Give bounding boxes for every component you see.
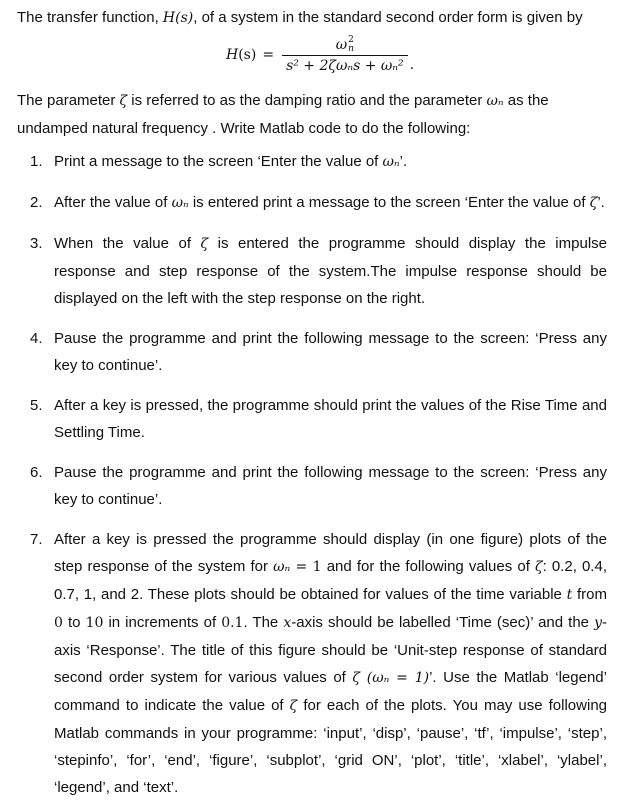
step-2-omega-n: ωₙ [171, 195, 189, 211]
params-omega-n: ωₙ [486, 93, 504, 109]
numerator-sup: 2 [348, 34, 354, 45]
intro-paragraph [17, 8, 617, 28]
list-item [17, 230, 607, 312]
list-item-number: 6. [30, 464, 43, 481]
equation-terminator: . [409, 57, 415, 73]
equation-numerator [332, 36, 358, 55]
list-item [17, 392, 607, 446]
list-item-number: 7. [30, 531, 43, 548]
step-7-x: x [283, 615, 292, 631]
equation-lhs [226, 47, 256, 63]
step-7-ten: 10 [85, 615, 104, 631]
step-1-text-a: Print a message to the screen ‘Enter the value of [54, 153, 383, 170]
step-7-zero: 0 [54, 615, 63, 631]
step-7-text-h: -axis should be labelled ‘Time (sec)’ and the [291, 614, 595, 631]
list-item-number: 1. [30, 153, 43, 170]
equation-lhs-arg: (s) [238, 47, 257, 63]
step-7-increment: 0.1 [221, 615, 244, 631]
step-7-legend-zeta: ζ [289, 698, 298, 714]
list-item [17, 459, 607, 513]
step-7-t: t [566, 587, 573, 603]
step-7-text-b: and for the following values of [321, 558, 535, 575]
list-item [17, 526, 607, 801]
transfer-function-equation [226, 33, 414, 77]
intro-h-of-s: H(s) [162, 10, 194, 26]
step-2-text-a: After the value of [54, 194, 172, 211]
params-zeta: ζ [119, 93, 128, 109]
step-1-omega-n: ωₙ [382, 154, 400, 170]
numerator-sub: n [348, 43, 354, 54]
step-7-zeta: ζ [534, 559, 543, 575]
intro-text-after: , of a system in the standard second order form is given by [193, 9, 583, 26]
intro-text-before: The transfer function, [17, 9, 163, 26]
step-2-text-b: is entered print a message to the screen ‘Enter the value of [188, 194, 590, 211]
step-7-omega-n: ωₙ [273, 559, 291, 575]
step-7-text-k: for each of the plots. You may use following Matlab commands in your programme: ‘input’, ‘disp’, ‘pause’, ‘tf’, ‘impulse’, ‘step’, ‘stepinfo’, ‘for’, ‘end’, ‘figure’, ‘subplot’, ‘grid ON’, ‘plot’, ‘title’, ‘xlabel’, ‘ylabel’, ‘legend’, and ‘text’. [54, 697, 608, 796]
step-1-text-b: ’. [399, 153, 408, 170]
params-text-1: The parameter [17, 92, 120, 109]
numerator-omega: ω [335, 36, 348, 53]
step-3-zeta: ζ [200, 236, 209, 252]
equation-equals: = [262, 47, 275, 63]
params-text-3: as the undamped natural frequency . Write Matlab code to do the following: [17, 92, 549, 137]
step-7-text-i: -axis ‘Response’. The title of this figure should be ‘Unit-step response of standard second order system for various values of [54, 614, 607, 686]
step-7-text-e: to [62, 614, 86, 631]
equation-lhs-h: H [226, 47, 239, 63]
step-2-text-c: ’. [597, 194, 605, 211]
list-item [17, 325, 607, 379]
step-2-zeta: ζ [589, 195, 598, 211]
list-item-number: 3. [30, 235, 43, 252]
list-item [17, 189, 607, 217]
params-text-2: is referred to as the damping ratio and the parameter [127, 92, 487, 109]
equation-denominator: s² + 2ζωₙs + ωₙ² [286, 57, 404, 74]
step-7-text-c: : 0.2, 0.4, 0.7, 1, and 2. These plots should be obtained for values of the time variable [54, 558, 607, 603]
parameters-paragraph [17, 87, 617, 142]
step-7-title-omega: (ωₙ = 1) [359, 670, 430, 686]
step-7-y: y [594, 615, 602, 631]
step-6-text-a: Pause the programme and print the following message to the screen: ‘Press any key to continue’. [54, 464, 607, 508]
step-7-text-d: from [572, 586, 607, 603]
list-item-number: 2. [30, 194, 43, 211]
step-7-equals-one: = 1 [290, 559, 322, 575]
list-item-number: 5. [30, 397, 43, 414]
step-3-text-a: When the value of [54, 235, 201, 252]
step-7-text-f: in increments of [103, 614, 222, 631]
step-3-text-b: is entered the programme should display the impulse response and step response of the system.The impulse response should be displayed on the left with the step response on the right. [54, 235, 607, 307]
step-7-text-j: ’. Use the Matlab ‘legend’ command to indicate the value of [54, 669, 607, 714]
list-item [17, 148, 607, 176]
step-7-text-a: After a key is pressed the programme should display (in one figure) plots of the step response of the system for [54, 531, 607, 575]
step-5-text-a: After a key is pressed, the programme should print the values of the Rise Time and Settling Time. [54, 397, 607, 441]
list-item-number: 4. [30, 330, 43, 347]
equation-fraction [282, 36, 408, 75]
step-7-text-g: . The [243, 614, 284, 631]
step-4-text-a: Pause the programme and print the following message to the screen: ‘Press any key to continue’. [54, 330, 607, 374]
step-7-title-zeta: ζ [352, 670, 360, 686]
instruction-list [17, 148, 607, 801]
